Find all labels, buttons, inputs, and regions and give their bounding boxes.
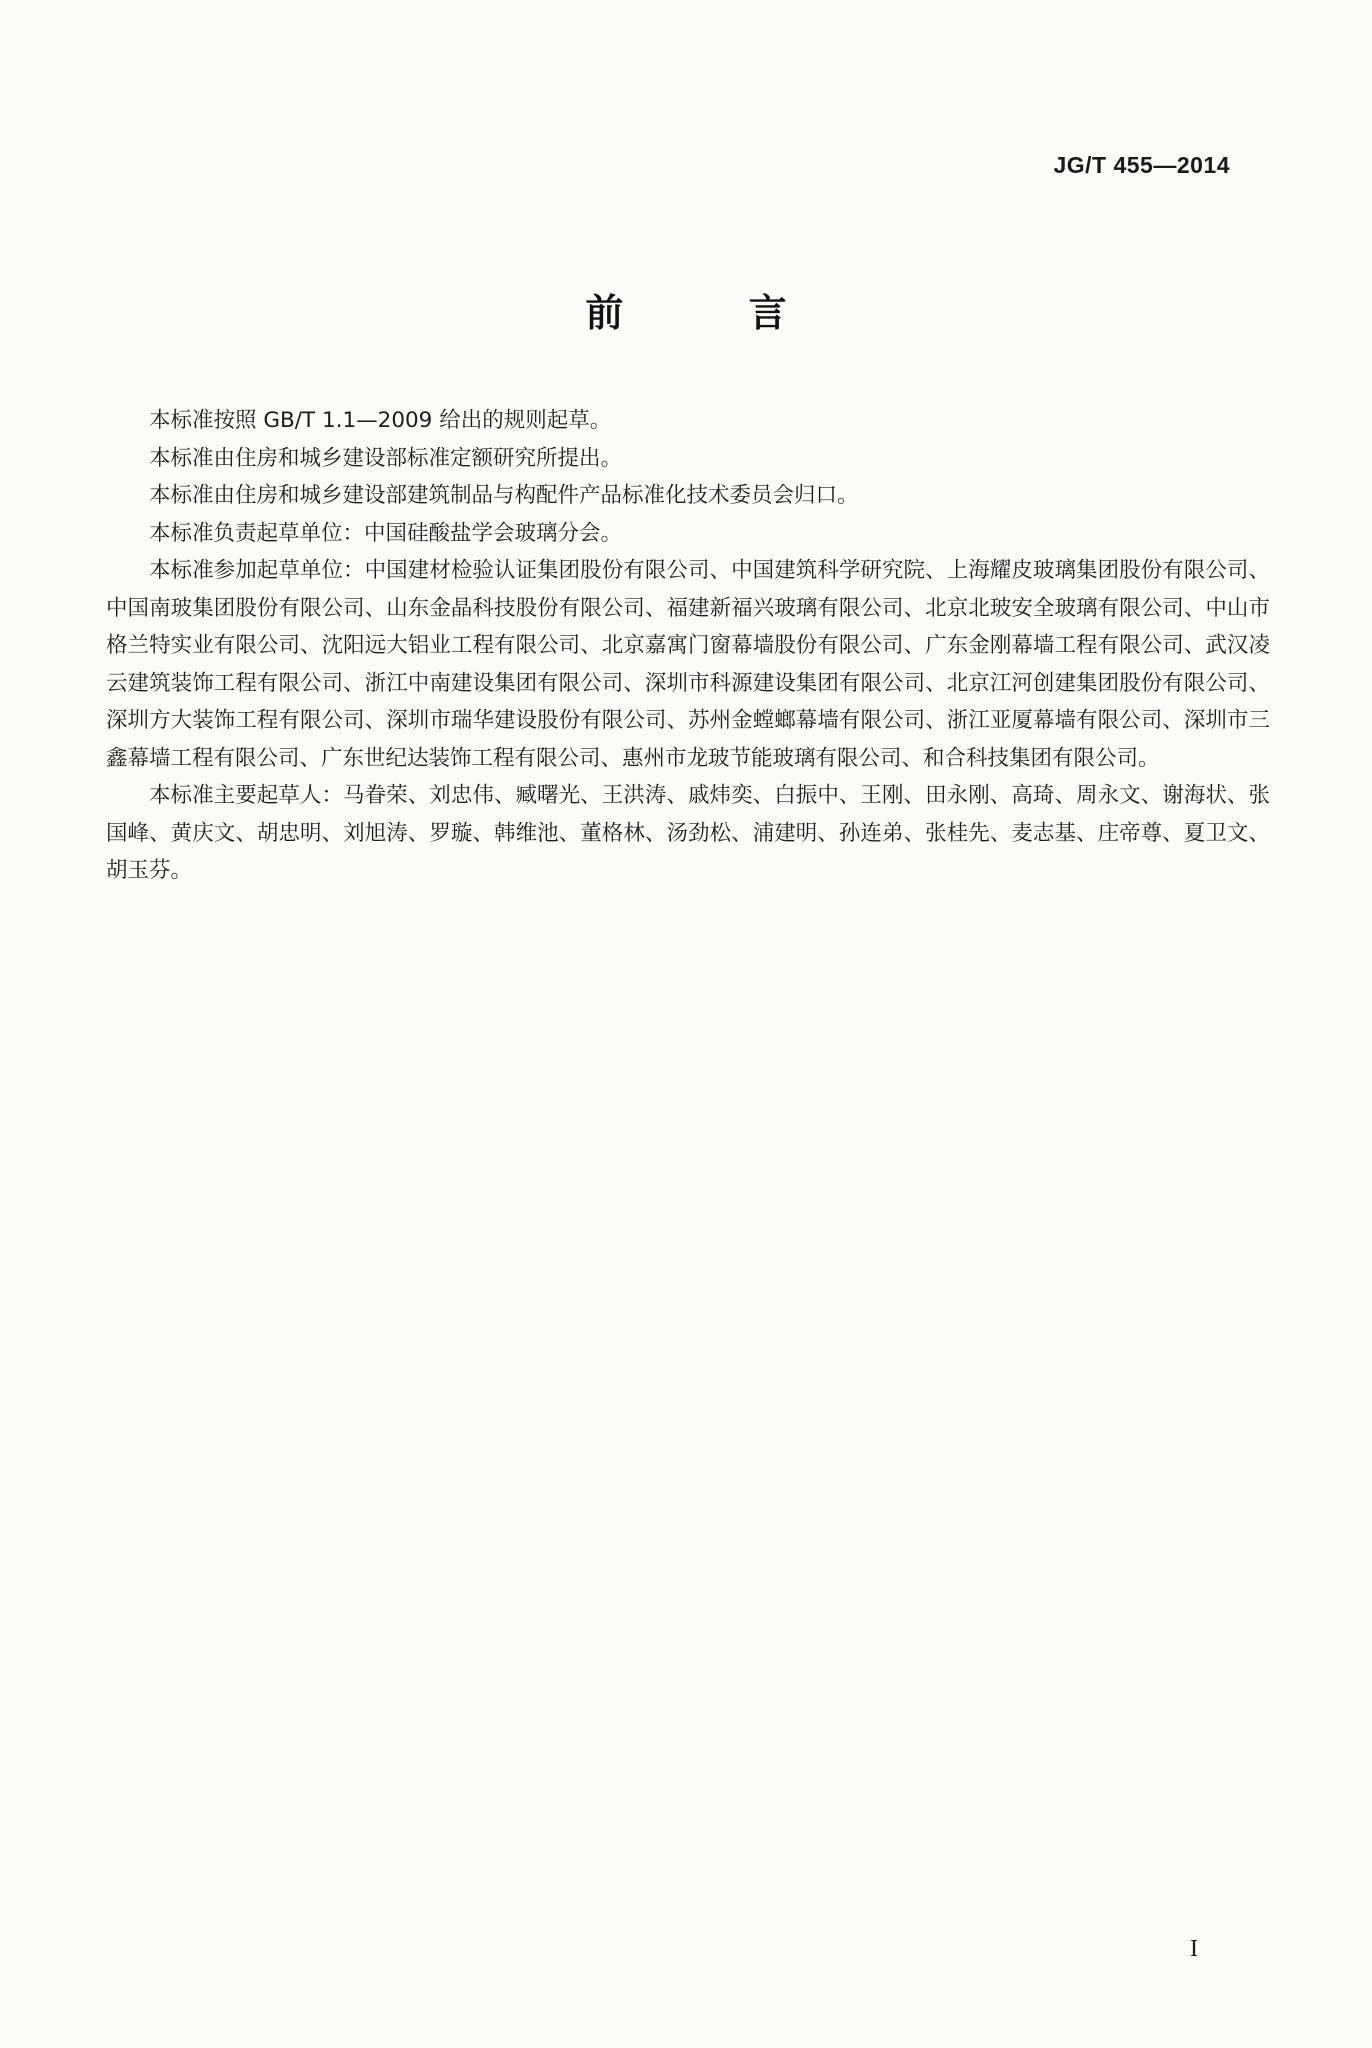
paragraph-centralized-unit: 本标准由住房和城乡建设部建筑制品与构配件产品标准化技术委员会归口。: [149, 483, 859, 508]
page-number: I: [1190, 1936, 1198, 1962]
page-title: 前 言: [585, 291, 843, 335]
standard-code: JG/T 455—2014: [1053, 152, 1230, 178]
paragraph-participating-units: 本标准参加起草单位：中国建材检验认证集团股份有限公司、中国建筑科学研究院、上海耀皮玻璃集团股份有限公司、中国南玻集团股份有限公司、山东金晶科技股份有限公司、福建新福兴玻璃有限公司、北京北玻安全玻璃有限公司、中山市格兰特实业有限公司、沈阳远大铝业工程有限公司、北京嘉寓门窗幕墙股份有限公司、广东金刚幕墙工程有限公司、武汉凌云建筑装饰工程有限公司、浙江中南建设集团有限公司、深圳市科源建设集团有限公司、北京江河创建集团股份有限公司、深圳方大装饰工程有限公司、深圳市瑞华建设股份有限公司、苏州金螳螂幕墙有限公司、浙江亚厦幕墙有限公司、深圳市三鑫幕墙工程有限公司、广东世纪达装饰工程有限公司、惠州市龙玻节能玻璃有限公司、和合科技集团有限公司。: [106, 558, 1270, 771]
foreword-body: [106, 402, 1270, 890]
paragraph-lead-drafting-unit: 本标准负责起草单位：中国硅酸盐学会玻璃分会。: [149, 520, 623, 546]
paragraph-proposer: 本标准由住房和城乡建设部标准定额研究所提出。: [149, 445, 623, 471]
paragraph-drafting-rules: 本标准按照 GB/T 1.1—2009 给出的规则起草。: [149, 408, 612, 433]
paragraph-main-drafters: 本标准主要起草人：马眷荣、刘忠伟、臧曙光、王洪涛、戚炜奕、白振中、王刚、田永刚、高琦、周永文、谢海状、张国峰、黄庆文、胡忠明、刘旭涛、罗璇、韩维池、董格林、汤劲松、浦建明、孙连弟、张桂先、麦志基、庄帝尊、夏卫文、胡玉芬。: [106, 783, 1270, 883]
